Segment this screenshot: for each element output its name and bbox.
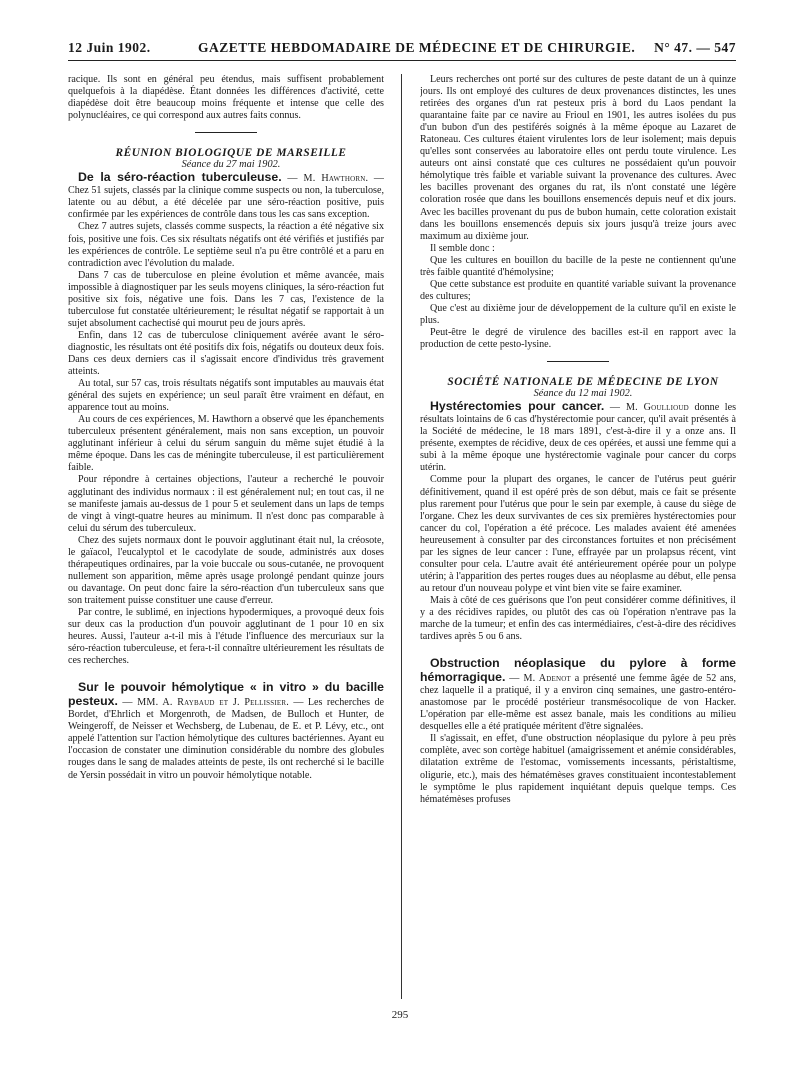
article-lead: donne les résultats lointains de 6 cas d'hystérectomie pour cancer, qu'il avait présentés à la Société de médecine, le 18 mars 1891, c'est-à-dire il y a onze ans. Il présente, exemptes de récidive, deux de ces opérées, et aussi une femme qui a subi à la même époque une hystérectomie vaginale pour cancer du corps utérin. [420, 402, 736, 474]
society-title-marseille: RÉUNION BIOLOGIQUE DE MARSEILLE [115, 147, 347, 160]
paragraph: Au cours de ces expériences, M. Hawthorn a observé que les épanchements tuberculeux présentent généralement, mais non sans exception, un pouvoir agglutinant inférieur à celui du sérum sanguin du même sujet étudié à la même époque. Dans les cas de méningite tuberculeuse, il est particulièrement faible. [68, 414, 384, 474]
issue-page-reference: N° 47. — 547 [654, 40, 736, 55]
section-divider [195, 132, 257, 133]
continuation-paragraph: Leurs recherches ont porté sur des cultures de peste datant de un à quinze jours. Ils ont employé des cultures de deux provenances distinctes, les unes retirées des organes d'un rat pesteux pris à bord du Laos pendant la quarantaine faite par ce navire au Frioul en 1901, les autres isolées du pus d'un bubon d'un des pestiférés soignés à la même époque au Lazaret de Ratoneau. Ces cultures étaient virulentes lors de leur isolement; mais depuis qu'elles sont conservées au laboratoire elles ont perdu toute virulence. Les auteurs ont ainsi constaté que ces cultures ne possédaient qu'un pouvoir hémolytique très faible et variable suivant la provenance des cultures. Avec les bacilles provenant des organes du rat, ils n'ont constaté une légère coloration rosée que dans les bouillons ensemencés depuis neuf et dix jours. Avec les bacilles provenant du pus de bubon humain, cette coloration existait dans les bouillons ensemencés depuis six jours jusqu'à treize jours avec maximum au dixième jour. [420, 74, 736, 242]
intro-paragraph: racique. Ils sont en général peu étendus, mais suffisent probablement quelquefois à la diapédèse. Étant données les différences d'activité, cette diapédèse doit être beaucoup moins fréquente et intense que celle des polynucléaires, ce qui correspond aux autres faits connus. [68, 74, 384, 122]
paragraph: Au total, sur 57 cas, trois résultats négatifs sont imputables au mauvais état général des sujets en expérience; un seul paraît être vraiment en défaut, en apparence tout au moins. [68, 378, 384, 414]
article-hemolytic-head [68, 681, 384, 781]
article-lead: a présenté une femme âgée de 52 ans, chez laquelle il a pratiqué, il y a environ cinq semaines, une gastro-entéro-anastomose par le procédé postérieur transmésocolique de von Hacker. L'opération par elle-même est assez banale, mais les conditions au milieu desquelles elle a été pratiquée méritent d'être signalées. [420, 673, 736, 733]
article-title: Obstruction néoplasique du pylore à forme hémorragique. [420, 656, 736, 685]
column-divider [401, 74, 402, 999]
article-lead: — Chez 51 sujets, classés par la clinique comme suspects ou non, la tuberculose, latente ou au début, a été décelée par une séro-réaction positive, puis confirmée par les expériences de contrôle dans tous les cas sans exception. [68, 173, 384, 221]
paragraph: Pour répondre à certaines objections, l'auteur a recherché le pouvoir agglutinant des individus normaux : il est généralement nul; en tout cas, il ne se manifeste jamais au-dessus de 1 pour 5 et seulement dans un laps de temps de vingt à vingt-quatre heures au minimum. Il n'est donc pas comparable à celui du sérum des tuberculeux. [68, 474, 384, 534]
left-column [68, 74, 384, 1004]
paragraph: Enfin, dans 12 cas de tuberculose cliniquement avérée avant le séro-diagnostic, les résultats ont été positifs dix fois, négatifs ou douteux deux fois. Dans ces deux derniers cas il s'agissait encore d'individus très gravement atteints. [68, 329, 384, 378]
running-header [68, 38, 736, 61]
page-number: 295 [391, 1009, 409, 1021]
conclusion-line: Que cette substance est produite en quantité variable suivant la provenance des cultures; [420, 278, 736, 302]
article-hysterectomy-head [420, 400, 736, 474]
article-title: De la séro-réaction tuberculeuse. [78, 170, 282, 185]
article-title: Hystérectomies pour cancer. [430, 399, 605, 414]
article-author: — M. Hawthorn. [287, 173, 369, 185]
article-author: — M. Adenot [509, 673, 571, 685]
paragraph: Chez des sujets normaux dont le pouvoir agglutinant était nul, la créosote, le gaïacol, l'eucalyptol et le cacodylate de soude, administrés aux doses thérapeutiques ordinaires, par la voie buccale ou sous-cutanée, ne provoquent nullement son apparition, même après usage prolongé pendant quinze jours ou davantage. On peut donc faire la séro-réaction d'un tuberculeux sans que son traitement puisse constituer une cause d'erreur. [68, 534, 384, 606]
paragraph: Dans 7 cas de tuberculose en pleine évolution et même avancée, mais impossible à diagnostiquer par les seuls moyens cliniques, la séro-réaction fut positive six fois, négative une fois. Dans les 7 cas, l'existence de la tuberculose fut constatée ultérieurement; le résultat négatif se rapportait à un sujet absolument cachectisé qui mourut peu de jours après. [68, 269, 384, 329]
paragraph: Par contre, le sublimé, en injections hypodermiques, a provoqué deux fois sur deux cas la production d'un pouvoir agglutinant de 1 pour 10 en six heures. Aussi, l'auteur a-t-il mis à l'étude l'influence des mercuriaux sur la séro-réaction tuberculeuse, et fera-t-il connaître ultérieurement les résultats de ces recherches. [68, 606, 384, 667]
conclusion-line: Peut-être le degré de virulence des bacilles est-il en rapport avec la production de cette pesto-lysine. [420, 326, 736, 351]
section-divider [547, 361, 609, 362]
article-author: — MM. A. Raybaud et J. Pellissier. [122, 697, 289, 709]
paragraph: Il s'agissait, en effet, d'une obstruction néoplasique du pylore à peu près complète, avec son cortège habituel (amaigrissement et anémie considérables, dilatation extrême de l'estomac, vomissements incessants, péristaltisme, oligurie, etc.), mais des hématémèses graves constituaient incontestablement le symptôme le plus rapidement inquiétant depuis quelque temps. Ces hématémèses profuses [420, 733, 736, 805]
paragraph: Chez 7 autres sujets, classés comme suspects, la réaction a été négative six fois, positive une fois. Ces six résultats négatifs ont été vérifiés et justifiés par les expériences de contrôle. Le septième seul n'a pu être contrôlé et a paru en contradiction avec l'évolution du malade. [68, 221, 384, 269]
article-author: — M. Goullioud [609, 402, 689, 414]
session-date-lyon: Séance du 12 mai 1902. [533, 388, 633, 400]
conclusion-line: Que les cultures en bouillon du bacille de la peste ne contiennent qu'une très faible quantité d'hémolysine; [420, 254, 736, 278]
paragraph: Mais à côté de ces guérisons que l'on peut considérer comme définitives, il y a des récidives rapides, ou plutôt des cas où l'opération n'entrave pas la marche de la tumeur; et enfin des cas intermédiaires, c'est-à-dire des récidives tardives après 5 ou 6 ans. [420, 594, 736, 643]
journal-title: GAZETTE HEBDOMADAIRE DE MÉDECINE ET DE CHIRURGIE. [198, 40, 636, 55]
article-pylorus-head [420, 657, 736, 733]
society-title-lyon: SOCIÉTÉ NATIONALE DE MÉDECINE DE LYON [447, 376, 719, 389]
article-title: Sur le pouvoir hémolytique « in vitro » du bacille pesteux. [68, 680, 384, 709]
header-date: 12 Juin 1902. [68, 40, 151, 55]
conclusion-line: Que c'est au dixième jour de développement de la culture qu'il en existe le plus. [420, 302, 736, 326]
article-seroreaction-head [68, 171, 384, 221]
conclusion-line: Il semble donc : [430, 242, 495, 254]
right-column [420, 74, 736, 1004]
paragraph: Comme pour la plupart des organes, le cancer de l'utérus peut guérir définitivement, quand il est opéré près de son début, mais ce fait se présente plus rarement pour l'utérus que pour le sein par exemple, à cause du siège de l'organe. Chez les deux survivantes de ces six premières hystérectomies pour cancer du col, l'opération a été précoce. Les malades avaient été amenées heureusement à consulter par des circonstances fortuites et non précisément par les signes de leur cancer : l'une, effrayée par un prolapsus récent, vint consulter pour cela. L'autre avait été antérieurement opérée pour un polype utérin; à l'apparition des pertes rouges dues au néoplasme au début, elle pensa au retour d'un nouveau polype et vint bien vite se faire examiner. [420, 474, 736, 594]
session-date-marseille: Séance du 27 mai 1902. [181, 159, 281, 171]
article-lead: — Les recherches de Bordet, d'Ehrlich et Morgenroth, de Madsen, de Bulloch et Hunter, de Weingeroff, de Neisser et Wechsberg, de Lubenau, de E. et P. Lévy, etc., ont appelé l'attention sur l'action hémolytique des cultures bactériennes. Ayant eu l'occasion de constater une diminution considérable du nombre des globules rouges dans le sang de malades atteints de peste, ils ont recherché si le bacille de Yersin possédait in vitro un pouvoir hémolytique notable. [68, 697, 384, 781]
